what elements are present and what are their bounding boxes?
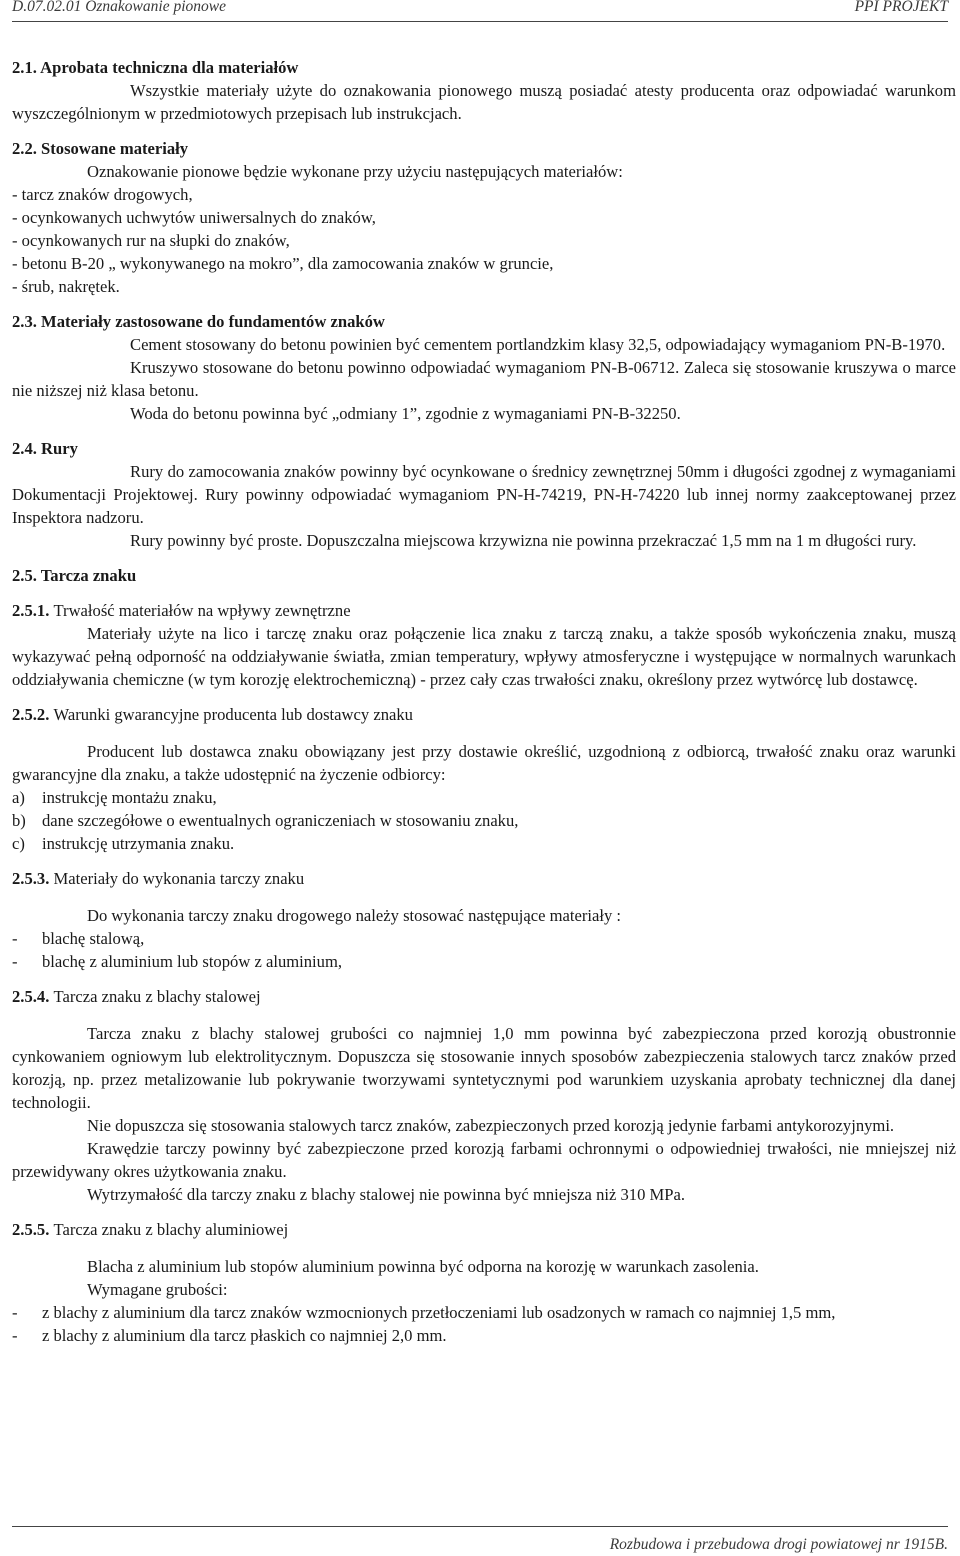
header-spec-code: D.07.02.01 Oznakowanie pionowe [12,0,226,15]
section-2-5-2-number: 2.5.2. [12,705,50,724]
section-2-5-3-number: 2.5.3. [12,869,50,888]
section-2-3-paragraph-3: Woda do betonu powinna być „odmiany 1”, zgodnie z wymaganiami PN-B-32250. [130,404,681,423]
list-item: a) instrukcję montażu znaku, [12,788,217,807]
section-2-5-4-paragraph-4: Wytrzymałość dla tarczy znaku z blachy stalowej nie powinna być mniejsza niż 310 MPa. [87,1185,686,1204]
list-item: - ocynkowanych uchwytów uniwersalnych do znaków, [12,208,376,227]
list-item: - blachę stalową, [12,929,145,948]
section-2-5-4-title [12,985,956,1008]
section-2-5-4-paragraph-1: Tarcza znaku z blachy stalowej grubości co najmniej 1,0 mm powinna być zabezpieczona przed korozją obustronnie cynkowaniem ogniowym lub elektrolitycznym. Dopuszcza się stosowanie innych sposobów zabezpieczenia stalowych tarcz znaków przed korozją, np. przez metalizowanie lub pokrywanie tworzywami syntetycznymi pod warunkiem uzyskania aprobaty technicznej dla danej technologii. [12,1024,956,1112]
section-2-3-title: 2.3. Materiały zastosowane do fundamentów znaków [12,312,385,331]
section-2-5-5-paragraph-1: Blacha z aluminium lub stopów aluminium powinna być odporna na korozję w warunkach zasolenia. [87,1257,759,1276]
list-item: - betonu B-20 „ wykonywanego na mokro”, dla zamocowania znaków w gruncie, [12,254,554,273]
section-2-5-1-number: 2.5.1. [12,601,50,620]
section-2-5-1-paragraph: Materiały użyte na lico i tarczę znaku oraz połączenie lica znaku z tarczą znaku, a także sposób wykończenia znaku, muszą wykazywać pełną odporność na oddziaływanie światła, zmian temperatury, wpływy atmosferyczne i występujące w normalnych warunkach oddziaływania chemiczne (w tym korozję elektrochemiczną) - przez cały czas trwałości znaku, określony przez wytwórcę lub dostawcę. [12,624,956,689]
section-2-5-5-title [12,1218,956,1241]
document-body [12,56,956,1347]
section-2-5-1-title [12,599,956,622]
header-rule [12,21,948,22]
section-2-3-paragraph-2: Kruszywo stosowane do betonu powinno odpowiadać wymaganiom PN-B-06712. Zaleca się stosowanie kruszywa o marce nie niższej niż klasa betonu. [12,358,956,400]
section-2-5-3-title [12,867,956,890]
list-item: - z blachy z aluminium dla tarcz znaków wzmocnionych przetłoczeniami lub osadzonych w ramach co najmniej 1,5 mm, [12,1303,836,1322]
section-2-5-1-heading: Trwałość materiałów na wpływy zewnętrzne [53,601,351,620]
section-2-1-paragraph: Wszystkie materiały użyte do oznakowania pionowego muszą posiadać atesty producenta oraz odpowiadać warunkom wyszczególnionym w przedmiotowych przepisach lub instrukcjach. [12,81,956,123]
section-2-5-4-paragraph-3: Krawędzie tarczy powinny być zabezpieczone przed korozją farbami ochronnymi o odpowiedniej trwałości, nie mniejszej niż przewidywany okres użytkowania znaku. [12,1139,956,1181]
list-item: - blachę z aluminium lub stopów z aluminium, [12,952,343,971]
section-2-3-paragraph-1: Cement stosowany do betonu powinien być cementem portlandzkim klasy 32,5, odpowiadający wymaganiom PN-B-1970. [130,335,946,354]
list-item: b) dane szczegółowe o ewentualnych ograniczeniach w stosowaniu znaku, [12,811,519,830]
page-footer: Rozbudowa i przebudowa drogi powiatowej nr 1915B. [609,1536,948,1553]
section-2-4-paragraph-2: Rury powinny być proste. Dopuszczalna miejscowa krzywizna nie powinna przekraczać 1,5 mm na 1 m długości rury. [130,531,917,550]
section-2-5-4-number: 2.5.4. [12,987,50,1006]
list-item: - z blachy z aluminium dla tarcz płaskich co najmniej 2,0 mm. [12,1326,447,1345]
section-2-5-4-paragraph-2: Nie dopuszcza się stosowania stalowych tarcz znaków, zabezpieczonych przed korozją jedynie farbami antykorozyjnymi. [87,1116,895,1135]
document-page [12,0,956,1556]
list-item: - tarcz znaków drogowych, [12,185,193,204]
header-company: PPI PROJEKT [854,0,948,15]
section-2-5-4-heading: Tarcza znaku z blachy stalowej [53,987,261,1006]
section-2-5-5-heading: Tarcza znaku z blachy aluminiowej [53,1220,289,1239]
page-header [12,0,948,20]
section-2-5-3-paragraph: Do wykonania tarczy znaku drogowego należy stosować następujące materiały : [87,906,622,925]
section-2-5-2-heading: Warunki gwarancyjne producenta lub dostawcy znaku [53,705,413,724]
section-2-5-5-paragraph-2: Wymagane grubości: [87,1280,228,1299]
section-2-4-paragraph-1: Rury do zamocowania znaków powinny być ocynkowane o średnicy zewnętrznej 50mm i długości zgodnej z wymaganiami Dokumentacji Projektowej. Rury powinny odpowiadać wymaganiom PN-H-74219, PN-H-74220 lub innej normy zaakceptowanej przez Inspektora nadzoru. [12,462,956,527]
section-2-5-5-number: 2.5.5. [12,1220,50,1239]
list-item: - ocynkowanych rur na słupki do znaków, [12,231,290,250]
section-2-5-2-title [12,703,956,726]
section-2-5-title: 2.5. Tarcza znaku [12,566,137,585]
list-item: - śrub, nakrętek. [12,277,120,296]
section-2-1-title: 2.1. Aprobata techniczna dla materiałów [12,58,299,77]
section-2-2-paragraph: Oznakowanie pionowe będzie wykonane przy użyciu następujących materiałów: [87,162,623,181]
section-2-2-title: 2.2. Stosowane materiały [12,139,189,158]
section-2-4-title: 2.4. Rury [12,439,78,458]
section-2-5-3-heading: Materiały do wykonania tarczy znaku [53,869,305,888]
footer-rule [12,1526,948,1527]
list-item: c) instrukcję utrzymania znaku. [12,834,235,853]
section-2-5-2-paragraph: Producent lub dostawca znaku obowiązany jest przy dostawie określić, uzgodnioną z odbiorcą, trwałość znaku oraz warunki gwarancyjne dla znaku, a także udostępnić na życzenie odbiorcy: [12,742,956,784]
